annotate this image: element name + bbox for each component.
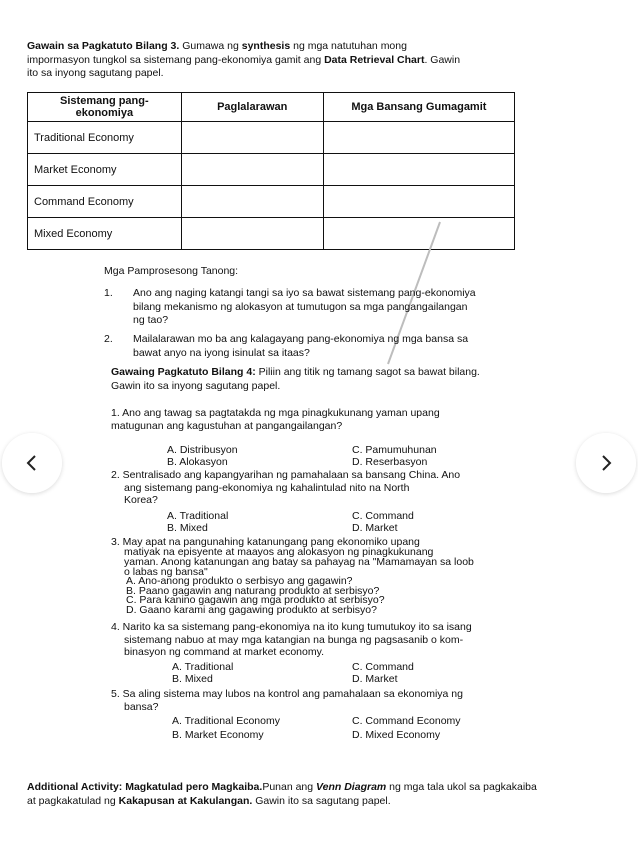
question-line: sistemang nabuo at may mga katangian na bunga ng pagsasanib o kom- xyxy=(124,633,464,646)
question-line: 1. Ano ang tawag sa pagtatakda ng mga pinagkukunang yaman upang xyxy=(111,407,440,419)
question-line: Mailalarawan mo ba ang kalagayang pang-ekonomiya ng mga bansa sa xyxy=(133,333,469,345)
choice-d[interactable]: D. Reserbasyon xyxy=(352,456,428,468)
activity4-text: Piliin ang titik ng tamang sagot sa bawat bilang. xyxy=(255,366,480,378)
processing-q2-number: 2. xyxy=(104,333,113,345)
choice-a[interactable]: A. Traditional xyxy=(167,510,229,522)
chart-cell xyxy=(181,122,323,154)
chart-cell xyxy=(181,186,323,218)
choice-a[interactable]: A. Distribusyon xyxy=(167,444,238,456)
choice-d[interactable]: D. Market xyxy=(352,522,398,534)
chart-cell xyxy=(181,218,323,250)
intro-line-3: ito sa inyong sagutang papel. xyxy=(27,67,164,79)
chart-row-label: Command Economy xyxy=(28,186,182,218)
intro-heading: Gawain sa Pagkatuto Bilang 3. xyxy=(27,40,180,52)
question-line: binasyon ng command at market economy. xyxy=(124,646,324,658)
choice-b[interactable]: B. Paano gagawin ang naturang produkto at serbisyo? xyxy=(126,584,380,597)
additional-bold: Venn Diagram xyxy=(316,781,387,793)
question-line: 2. Sentralisado ang kapangyarihan ng pamahalaan sa bansang China. Ano xyxy=(111,469,461,481)
chart-header: Sistemang pang-ekonomiya xyxy=(28,93,182,122)
question-line: bawat anyo na iyong isinulat sa itaas? xyxy=(133,346,310,359)
intro-paragraph xyxy=(27,40,519,81)
choice-d[interactable]: D. Gaano karami ang gagawing produkto at serbisyo? xyxy=(126,603,377,616)
chart-cell xyxy=(181,154,323,186)
chart-cell xyxy=(323,186,514,218)
question-line: 5. Sa aling sistema may lubos na kontrol ang pamahalaan sa ekonomiya ng xyxy=(111,688,463,700)
question-line: bansa? xyxy=(124,700,159,713)
mc-question-1 xyxy=(111,407,536,432)
previous-page-button[interactable] xyxy=(2,433,62,493)
choice-d[interactable]: D. Mixed Economy xyxy=(352,729,441,741)
chart-row xyxy=(28,154,515,186)
mc-question-5 xyxy=(111,688,541,713)
mc-question-3-choices xyxy=(126,577,385,615)
additional-bold: Kakapusan at Kakulangan. xyxy=(118,794,253,807)
chart-row-label: Mixed Economy xyxy=(28,218,182,250)
additional-activity xyxy=(27,781,617,808)
question-line: Ano ang naging katangi tangi sa iyo sa bawat sistemang pang-ekonomiya xyxy=(133,287,476,299)
additional-text: Punan ang xyxy=(262,781,317,793)
question-line: Korea? xyxy=(124,494,158,506)
question-line: bilang mekanismo ng alokasyon at tumutugon sa mga pangangailangan xyxy=(133,300,468,313)
intro-text: impormasyon tungkol sa sistemang pang-ekonomiya gamit ang xyxy=(27,53,325,66)
processing-q1-number: 1. xyxy=(104,287,113,299)
activity4-instructions xyxy=(111,366,531,393)
activity4-text: Gawin ito sa inyong sagutang papel. xyxy=(111,379,281,392)
choice-b[interactable]: B. Mixed xyxy=(172,673,213,685)
additional-text: Gawin ito sa sagutang papel. xyxy=(252,794,391,807)
choice-a[interactable]: A. Traditional Economy xyxy=(172,715,280,727)
intro-text: . Gawin xyxy=(424,53,461,66)
chart-header: Mga Bansang Gumagamit xyxy=(323,93,514,122)
choice-b[interactable]: B. Mixed xyxy=(167,522,208,534)
question-line: yaman. Anong katanungan ang batay sa pahayag na "Mamamayan sa loob xyxy=(124,556,474,568)
chart-cell xyxy=(323,154,514,186)
chart-cell xyxy=(323,122,514,154)
intro-bold: Data Retrieval Chart xyxy=(324,53,425,66)
chart-row xyxy=(28,122,515,154)
choice-c[interactable]: C. Para kanino gagawin ang mga produkto at serbisyo? xyxy=(126,594,385,606)
intro-line-1 xyxy=(27,40,519,54)
chart-row-label: Market Economy xyxy=(28,154,182,186)
activity4-heading: Gawaing Pagkatuto Bilang 4: xyxy=(111,366,256,378)
intro-text: Gumawa ng xyxy=(179,40,242,52)
additional-heading: Additional Activity: Magkatulad pero Magkaiba. xyxy=(27,781,263,793)
intro-text: ng mga natutuhan mong xyxy=(290,40,407,52)
choice-c[interactable]: C. Command Economy xyxy=(352,715,461,727)
choice-b[interactable]: B. Market Economy xyxy=(172,729,264,741)
processing-q1 xyxy=(133,287,543,328)
processing-q2 xyxy=(133,333,543,360)
choice-c[interactable]: C. Command xyxy=(352,510,414,522)
next-page-button[interactable] xyxy=(576,433,636,493)
mc-question-3 xyxy=(111,537,536,577)
intro-bold: synthesis xyxy=(241,40,291,52)
question-line: 4. Narito ka sa sistemang pang-ekonomiya na ito kung tumutukoy ito sa isang xyxy=(111,621,472,633)
chevron-left-icon xyxy=(22,453,42,473)
chart-row-label: Traditional Economy xyxy=(28,122,182,154)
choice-c[interactable]: C. Command xyxy=(352,661,414,673)
chart-header-row xyxy=(28,93,515,122)
question-line: ang sistemang pang-ekonomiya ng kahalintulad nito na North xyxy=(124,481,410,494)
choice-a[interactable]: A. Ano-anong produkto o serbisyo ang gagawin? xyxy=(126,575,353,587)
question-line: matugunan ang kagustuhan at pangangailangan? xyxy=(111,419,343,432)
question-line: o labas ng bansa" xyxy=(124,566,208,578)
intro-line-2 xyxy=(27,54,519,68)
additional-text: at pagkakatulad ng xyxy=(27,794,119,807)
chevron-right-icon xyxy=(596,453,616,473)
choice-c[interactable]: C. Pamumuhunan xyxy=(352,444,437,456)
choice-d[interactable]: D. Market xyxy=(352,673,398,685)
choice-a[interactable]: A. Traditional xyxy=(172,661,234,673)
additional-text: ng mga tala ukol sa pagkakaiba xyxy=(386,781,537,793)
chart-header: Paglalarawan xyxy=(181,93,323,122)
chart-row xyxy=(28,186,515,218)
mc-question-2 xyxy=(111,469,521,507)
question-line: ng tao? xyxy=(133,314,169,326)
mc-question-4 xyxy=(111,621,536,659)
processing-title: Mga Pamprosesong Tanong: xyxy=(104,265,239,277)
question-line: matiyak na episyente at maayos ang alokasyon ng pinagkukunang xyxy=(124,546,434,558)
choice-b[interactable]: B. Alokasyon xyxy=(167,456,228,468)
question-line: 3. May apat na pangunahing katanungang pang ekonomiko upang xyxy=(111,536,420,548)
